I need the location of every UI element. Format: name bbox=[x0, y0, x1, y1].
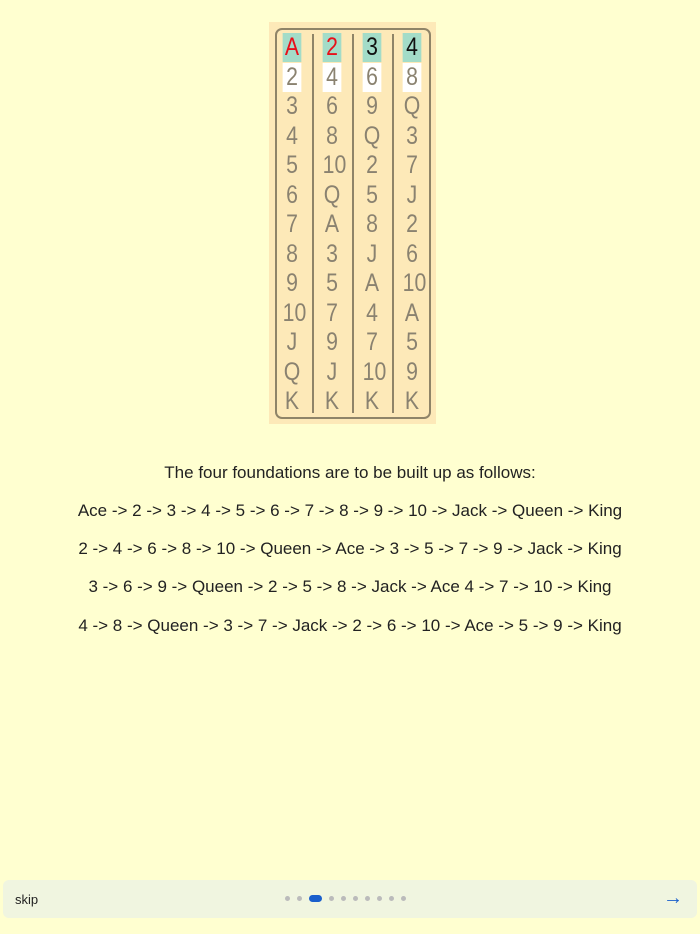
foundation-chart bbox=[269, 22, 436, 424]
card-rank: Q bbox=[363, 121, 381, 150]
foundation-card: 2 bbox=[323, 33, 342, 62]
card-rank: 7 bbox=[406, 151, 418, 179]
card-rank: J bbox=[286, 328, 298, 356]
card-rank: 2 bbox=[406, 210, 418, 238]
page-dot[interactable] bbox=[297, 896, 302, 901]
card-rank: 9 bbox=[326, 328, 338, 356]
card-rank: 3 bbox=[286, 92, 298, 120]
page-dot[interactable] bbox=[329, 896, 334, 901]
card-rank: 4 bbox=[286, 121, 298, 150]
sequence-line-4: 4 -> 8 -> Queen -> 3 -> 7 -> Jack -> 2 -> 6 -> 10 -> Ace -> 5 -> 9 -> King bbox=[78, 616, 622, 635]
card-rank: 4 bbox=[366, 298, 378, 327]
card-rank: 8 bbox=[403, 63, 422, 92]
card-rank: 10 bbox=[282, 298, 307, 327]
card-rank: 5 bbox=[406, 328, 418, 356]
page-dot[interactable] bbox=[285, 896, 290, 901]
skip-button[interactable]: skip bbox=[15, 892, 39, 907]
card-rank: 2 bbox=[283, 63, 302, 92]
card-rank: 8 bbox=[366, 210, 378, 238]
sequence-line-1: Ace -> 2 -> 3 -> 4 -> 5 -> 6 -> 7 -> 8 -> 9 -> 10 -> Jack -> Queen -> King bbox=[77, 501, 623, 520]
page-dot[interactable] bbox=[401, 896, 406, 901]
page-dot[interactable] bbox=[341, 896, 346, 901]
card-rank: 8 bbox=[286, 239, 298, 268]
card-rank: 10 bbox=[362, 357, 387, 386]
card-rank: 6 bbox=[326, 92, 338, 120]
intro-text: The four foundations are to be built up as follows: bbox=[164, 463, 536, 482]
card-rank: 6 bbox=[406, 239, 418, 268]
card-rank: 5 bbox=[366, 180, 378, 209]
card-rank: 10 bbox=[402, 269, 427, 297]
page-dot[interactable] bbox=[389, 896, 394, 901]
card-rank: J bbox=[406, 180, 418, 209]
card-rank: K bbox=[364, 387, 380, 415]
card-rank: J bbox=[366, 239, 378, 268]
card-rank: 5 bbox=[326, 269, 338, 297]
card-rank: 7 bbox=[286, 210, 298, 238]
card-rank: 9 bbox=[406, 357, 418, 386]
card-rank: 5 bbox=[286, 151, 298, 179]
card-rank: 2 bbox=[366, 151, 378, 179]
next-button[interactable] bbox=[663, 887, 683, 910]
card-rank: K bbox=[324, 387, 340, 415]
card-rank: 3 bbox=[406, 121, 418, 150]
card-rank: A bbox=[364, 269, 380, 297]
foundation-card: 4 bbox=[403, 33, 422, 62]
sequence-line-3: 3 -> 6 -> 9 -> Queen -> 2 -> 5 -> 8 -> Jack -> Ace 4 -> 7 -> 10 -> King bbox=[88, 577, 612, 596]
page-dot[interactable] bbox=[377, 896, 382, 901]
card-rank: 3 bbox=[326, 239, 338, 268]
card-rank: 9 bbox=[366, 92, 378, 120]
card-rank: 4 bbox=[323, 63, 342, 92]
card-rank: Q bbox=[403, 92, 421, 120]
page-dot[interactable] bbox=[309, 895, 322, 902]
card-rank: A bbox=[404, 298, 420, 327]
sequence-line-2: 2 -> 4 -> 6 -> 8 -> 10 -> Queen -> Ace -> 3 -> 5 -> 7 -> 9 -> Jack -> King bbox=[78, 539, 622, 558]
card-rank: 10 bbox=[322, 151, 347, 179]
card-rank: J bbox=[326, 357, 338, 386]
card-rank: 6 bbox=[363, 63, 382, 92]
page-dot[interactable] bbox=[365, 896, 370, 901]
column-divider bbox=[312, 34, 314, 413]
page-indicator bbox=[285, 895, 406, 902]
card-rank: 9 bbox=[286, 269, 298, 297]
card-rank: Q bbox=[283, 357, 301, 386]
arrow-right-icon: → bbox=[663, 887, 683, 909]
card-rank: 8 bbox=[326, 121, 338, 150]
card-rank: A bbox=[324, 210, 340, 238]
column-divider bbox=[392, 34, 394, 413]
bottom-nav-bar bbox=[3, 880, 697, 918]
card-rank: 7 bbox=[366, 328, 378, 356]
card-rank: K bbox=[404, 387, 420, 415]
foundation-card: A bbox=[283, 33, 302, 62]
card-rank: 6 bbox=[286, 180, 298, 209]
column-divider bbox=[352, 34, 354, 413]
page-dot[interactable] bbox=[353, 896, 358, 901]
card-rank: K bbox=[284, 387, 300, 415]
card-rank: Q bbox=[323, 180, 341, 209]
card-rank: 7 bbox=[326, 298, 338, 327]
foundation-card: 3 bbox=[363, 33, 382, 62]
